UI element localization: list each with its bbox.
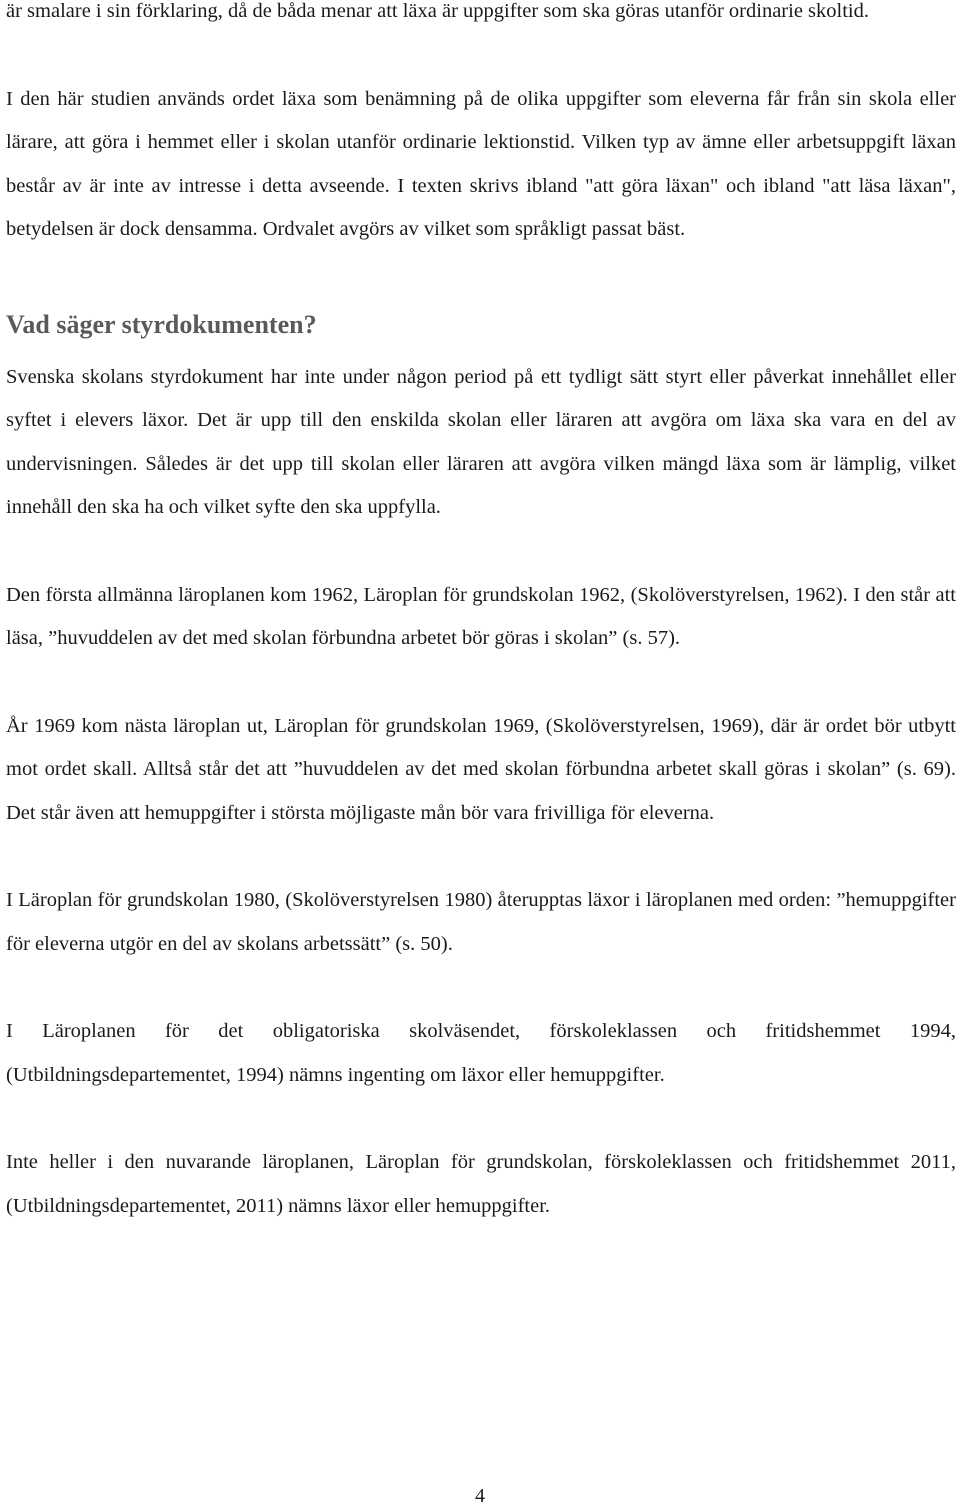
section-heading: Vad säger styrdokumenten?: [6, 309, 317, 339]
paragraph-steering-documents: Svenska skolans styrdokument har inte under någon period på ett tydligt sätt styrt eller påverkat innehållet eller syftet i elevers läxor. Det är upp till den enskilda skolan eller läraren att avgöra om läxa ska vara en del av undervisningen. Således är det upp till skolan eller läraren att avgöra vilken mängd läxa som är lämplig, vilket innehåll den ska ha och vilket syfte den ska uppfylla.: [6, 365, 956, 518]
paragraph-intro-continuation: är smalare i sin förklaring, då de båda menar att läxa är uppgifter som ska göras utanför ordinarie skoltid.: [6, 0, 869, 22]
paragraph-curriculum-1969: År 1969 kom nästa läroplan ut, Läroplan för grundskolan 1969, (Skolöverstyrelsen, 1969), där är ordet bör utbytt mot ordet skall. Alltså står det att ”huvuddelen av det med skolan förbundna arbetet skall göras i skolan” (s. 69). Det står även att hemuppgifter i största möjligaste mån bör vara frivilliga för eleverna.: [6, 714, 956, 824]
paragraph-curriculum-1980: I Läroplan för grundskolan 1980, (Skolöverstyrelsen 1980) återupptas läxor i läroplanen med orden: ”hemuppgifter för eleverna utgör en del av skolans arbetssätt” (s. 50).: [6, 889, 956, 955]
paragraph-curriculum-2011: Inte heller i den nuvarande läroplanen, Läroplan för grundskolan, förskoleklassen och fritidshemmet 2011, (Utbildningsdepartementet, 2011) nämns läxor eller hemuppgifter.: [6, 1151, 956, 1217]
paragraph-curriculum-1962: Den första allmänna läroplanen kom 1962, Läroplan för grundskolan 1962, (Skolöverstyrelsen, 1962). I den står att läsa, ”huvuddelen av det med skolan förbundna arbetet bör göras i skolan” (s. 57).: [6, 583, 956, 649]
paragraph-study-definition: I den här studien används ordet läxa som benämning på de olika uppgifter som eleverna får från sin skola eller lärare, att göra i hemmet eller i skolan utanför ordinarie lektionstid. Vilken typ av ämne eller arbetsuppgift läxan består av är inte av intresse i detta avseende. I texten skrivs ibland "att göra läxan" och ibland "att läsa läxan", betydelsen är dock densamma. Ordvalet avgörs av vilket som språkligt passat bäst.: [6, 87, 956, 240]
page-number: 4: [475, 1485, 485, 1507]
document-page: [6, 0, 956, 1228]
paragraph-curriculum-1994: I Läroplanen för det obligatoriska skolväsendet, förskoleklassen och fritidshemmet 1994, (Utbildningsdepartementet, 1994) nämns ingenting om läxor eller hemuppgifter.: [6, 1020, 956, 1086]
